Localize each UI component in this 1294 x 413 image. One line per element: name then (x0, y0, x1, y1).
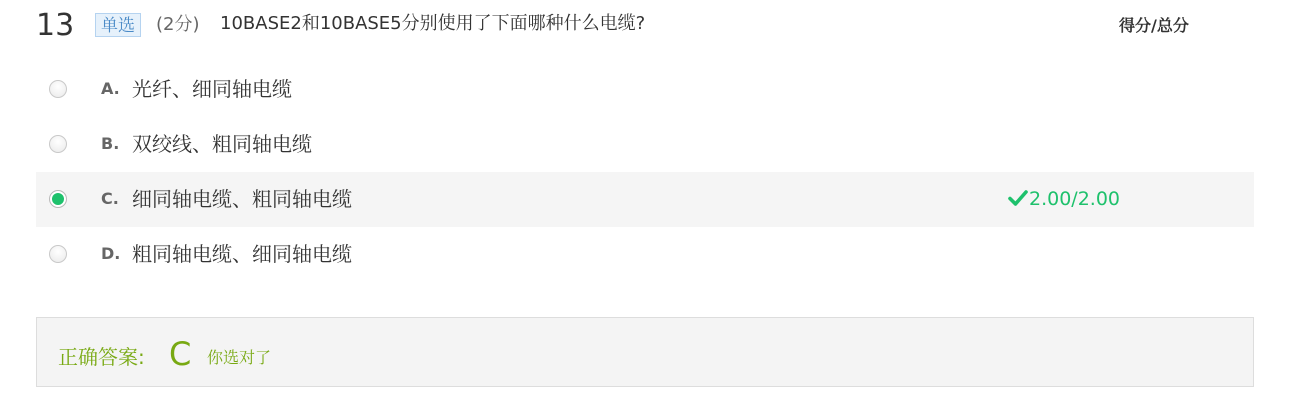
option-letter: B. (101, 134, 120, 153)
option-text: 粗同轴电缆、细同轴电缆 (132, 242, 352, 266)
question-header (36, 8, 1256, 44)
score-total-label: 得分/总分 (1119, 16, 1189, 35)
option-c[interactable] (36, 172, 1254, 227)
question-type-badge: 单选 (95, 13, 141, 37)
radio-button[interactable] (49, 135, 67, 153)
option-score (1008, 186, 1120, 212)
option-score-value: 2.00/2.00 (1029, 188, 1121, 210)
radio-button[interactable] (49, 80, 67, 98)
options-list (36, 62, 1254, 282)
check-icon (1008, 189, 1028, 207)
option-b[interactable] (36, 117, 1254, 172)
option-text: 双绞线、粗同轴电缆 (132, 132, 312, 156)
correct-answer-value: C (169, 335, 192, 373)
answer-result-text: 你选对了 (207, 348, 272, 367)
question-text: 10BASE2和10BASE5分别使用了下面哪种什么电缆? (220, 13, 646, 34)
question-number: 13 (36, 8, 75, 43)
option-letter: A. (101, 79, 120, 98)
option-text: 光纤、细同轴电缆 (132, 77, 292, 101)
correct-answer-box (36, 317, 1254, 387)
option-d[interactable] (36, 227, 1254, 282)
question-score: (2分) (156, 14, 200, 35)
radio-button[interactable] (49, 245, 67, 263)
option-a[interactable] (36, 62, 1254, 117)
option-letter: C. (101, 189, 119, 208)
option-letter: D. (101, 244, 121, 263)
option-text: 细同轴电缆、粗同轴电缆 (132, 187, 352, 211)
correct-answer-label: 正确答案: (58, 345, 145, 369)
radio-button-checked[interactable] (49, 190, 67, 208)
